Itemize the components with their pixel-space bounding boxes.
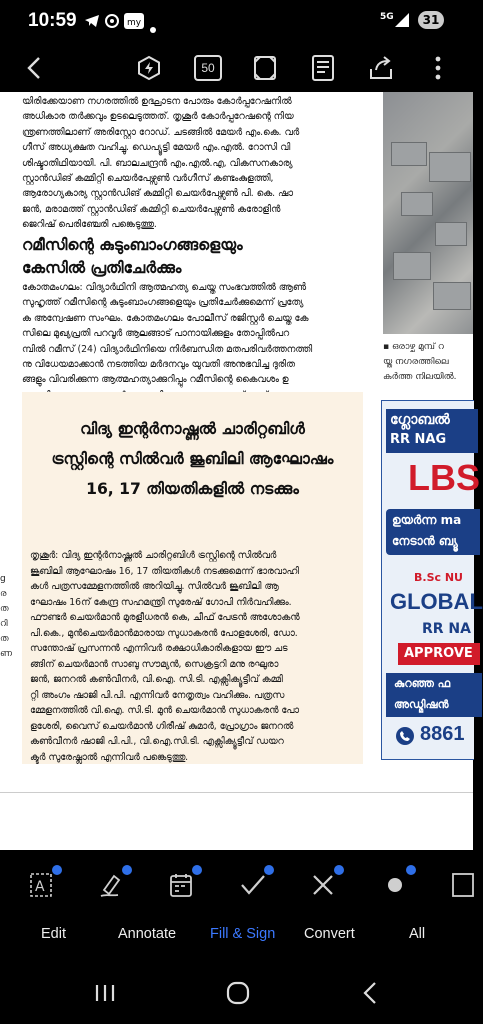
text-tool-icon[interactable] bbox=[26, 870, 56, 900]
article-line: ശിഷ്ടാതിഥിയായി. പി. ബാലചന്ദ്രൻ എം.എൽ.എ, വികസനകാര്യ bbox=[22, 157, 293, 169]
headline-line: 16, 17 തിയതികളിൽ നടക്കും bbox=[86, 480, 299, 498]
headline-line: വിദ്യ ഇന്റർനാഷ്ണൽ ചാരിറ്റബിൾ bbox=[80, 420, 305, 438]
ai-assistant-icon[interactable] bbox=[135, 54, 163, 82]
home-icon[interactable] bbox=[226, 981, 250, 1009]
svg-text:A: A bbox=[35, 879, 45, 895]
premium-badge-icon bbox=[334, 865, 344, 875]
ad-phone-number: 8861 bbox=[420, 723, 465, 745]
ad-band-mid bbox=[386, 509, 480, 555]
boxed-article-body bbox=[30, 548, 358, 765]
fit-page-icon[interactable] bbox=[251, 54, 279, 82]
svg-text:my: my bbox=[127, 18, 142, 28]
back-nav-icon[interactable] bbox=[362, 981, 378, 1009]
ad-line: അഡ്മിഷൻ bbox=[394, 698, 449, 711]
dot-mark-icon[interactable] bbox=[380, 870, 410, 900]
tab-convert[interactable]: Convert bbox=[304, 926, 355, 942]
ad-line: RR NAG bbox=[390, 432, 447, 447]
article-line: കോതമംഗലം: വിദ്യാർഥിനി ആത്മഹത്യ ചെയ്ത സംഭവത്തിൽ ആൺ bbox=[22, 282, 306, 293]
app-notification-icon bbox=[104, 13, 120, 33]
highlighted-article-box bbox=[22, 392, 363, 764]
article-line: ജൻ, ജനറൽ കൺവീനർ, വി.ഐ. സി.ടി. എക്സിക്യൂട്ടീവ് കമ്മി bbox=[30, 674, 283, 685]
news-photo bbox=[383, 92, 473, 334]
article-line: തൃശൂർ: വിദ്യ ഇന്റർനാഷ്ണൽ ചാരിറ്റബിൾ ട്രസ്റ്റിന്റെ സിൽവർ bbox=[30, 550, 277, 561]
article-line: ക അന്വേഷണ സംഘം. കോതമംഗലം പോലീസ് രജിസ്റ്റർ ചെയ്ത കേ bbox=[22, 312, 309, 324]
ad-line: B.Sc NU bbox=[414, 571, 463, 584]
article-line: ക്ടർ സുരേഷ്ലാൽ എന്നിവർ പങ്കെടുത്തു. bbox=[30, 751, 189, 763]
ad-line: നേടാൻ ബ്യൂ bbox=[392, 534, 458, 548]
signal-icon bbox=[394, 12, 410, 32]
ad-band-low bbox=[386, 673, 482, 717]
article-line: സ്റ്റാൻഡിങ് കമ്മിറ്റി ചെയർപേഴ്സൺ വർഗീസ് കണ്ടംകുളത്തി, bbox=[22, 173, 274, 185]
page-count-label: 50 bbox=[201, 61, 215, 75]
back-arrow-icon[interactable] bbox=[20, 54, 48, 82]
article-line: ആരോഗ്യകാര്യ സ്റ്റാൻഡിങ് കമ്മിറ്റി ചെയർപേഴ്സൺ പി. കെ. ഷാ bbox=[22, 188, 293, 200]
article-line: ന്ത്രണത്തിലാണ് അരിസ്റ്റോ റോഡ്. ചടങ്ങിൽ മേയർ എം.കെ. വർ bbox=[22, 126, 300, 138]
article-line: റ്റി അംഗം ഷാജി പി.പി. എന്നിവർ നേതൃത്വം വഹിക്കും. പത്രസ bbox=[30, 689, 285, 701]
article-line: ജൂബിലി ആഘോഷം 16, 17 തിയതികൾ നടക്കുമെന്ന് ഭാരവാഹി bbox=[30, 565, 299, 577]
fragment-char: ത bbox=[0, 634, 9, 644]
reading-mode-icon[interactable] bbox=[309, 54, 337, 82]
page-divider bbox=[0, 792, 473, 793]
ad-line: കുറഞ്ഞ ഫ bbox=[394, 677, 451, 690]
article-headline bbox=[22, 234, 374, 280]
headline-line: റമീസിന്റെ കുടുംബാംഗങ്ങളെയും bbox=[22, 236, 243, 254]
caption-line: യ്ത നഗരത്തിലെ bbox=[383, 357, 449, 367]
page-count-button[interactable] bbox=[193, 54, 223, 82]
rectangle-tool-icon[interactable] bbox=[448, 870, 478, 900]
article-line: സുഹൃത്ത് റമീസിന്റെ കുടുംബാംഗങ്ങളെയും പ്രതിചേർക്കുമെന്ന് പ്രത്യേ bbox=[22, 297, 304, 309]
premium-badge-icon bbox=[192, 865, 202, 875]
network-type: 5G bbox=[380, 12, 394, 22]
battery-indicator: 31 bbox=[418, 11, 444, 29]
article-line: മ്പിൽ റമീസ് (24) വിദ്യാർഥിനിയെ നിർബന്ധിത മതപരിവർത്തനത്തി bbox=[22, 343, 313, 355]
ad-line: RR NA bbox=[422, 621, 471, 637]
article-line: പി.കെ., മുൻചെയർമാൻമാരായ സുധാകരൻ പോളശേരി, ഡോ. bbox=[30, 627, 298, 639]
fragment-char: ണ bbox=[0, 649, 12, 659]
ad-line: ഗ്ലോബൽ bbox=[390, 412, 450, 428]
article-line: കൺവീനർ ഷാജി പി.പി., വി.ഐ.സി.ടി. എക്സിക്യൂട്ടീവ് ഡയറ bbox=[30, 736, 284, 747]
bottom-toolbar bbox=[0, 850, 473, 960]
premium-badge-icon bbox=[52, 865, 62, 875]
status-bar bbox=[0, 0, 473, 44]
article-line: മ്മേളനത്തിൽ വി.ഐ. സി.ടി. മുൻ ചെയർമാൻ സുധാകരൻ പോ bbox=[30, 705, 299, 716]
fragment-char: ത bbox=[0, 604, 9, 614]
date-calendar-icon[interactable] bbox=[166, 870, 196, 900]
notification-dot-icon bbox=[150, 18, 156, 37]
ad-band-top bbox=[386, 409, 478, 453]
app-logo-notification-icon bbox=[124, 13, 144, 33]
article-continuation bbox=[22, 94, 374, 233]
fragment-char: g bbox=[0, 574, 6, 584]
tab-edit[interactable]: Edit bbox=[41, 926, 66, 942]
article-line: സിലെ മുഖ്യപ്രതി പറവൂർ ആലങ്ങാട് പാനായിക്കുളം തോപ്പിൽപറ bbox=[22, 328, 290, 340]
article-line: സന്തോഷ് പ്രസന്നൻ എന്നിവർ രക്ഷാധികാരികളായ ഈ ചട bbox=[30, 643, 288, 654]
headline-line: കേസിൽ പ്രതിചേർക്കും bbox=[22, 259, 182, 277]
advertisement bbox=[381, 400, 483, 760]
article-line: ഫൗണ്ടർ ചെയർമാൻ മുരളീധരൻ കെ, ചീഫ് പേട്രൻ അശോകൻ bbox=[30, 612, 300, 623]
ad-line: LBS bbox=[408, 457, 480, 498]
left-column-fragment bbox=[0, 572, 12, 662]
premium-badge-icon bbox=[264, 865, 274, 875]
caption-line: ▪ ഒരാഴ്ച മുമ്പ് റ bbox=[383, 342, 444, 352]
share-icon[interactable] bbox=[367, 54, 395, 82]
article-line: ഘോഷം 16ന് കേന്ദ്ര സഹമന്ത്രി സുരേഷ് ഗോപി നിർവഹിക്കും. bbox=[30, 596, 292, 608]
system-navigation-bar bbox=[0, 960, 473, 1024]
article-line: കൾ പത്രസമ്മേളനത്തിൽ അറിയിച്ചു. സിൽവർ ജൂബിലി ആ bbox=[30, 581, 279, 592]
recent-apps-icon[interactable] bbox=[94, 982, 116, 1008]
ad-line: APPROVE bbox=[398, 643, 480, 665]
article-line: ഗീസ് അധ്യക്ഷത വഹിച്ചു. ഡെപ്യൂട്ടി മേയർ എം.എൽ. റോസി വി bbox=[22, 142, 291, 154]
telegram-icon bbox=[84, 13, 100, 32]
tab-fill-sign[interactable]: Fill & Sign bbox=[210, 926, 276, 942]
fragment-char: ര bbox=[0, 589, 7, 599]
pdf-toolbar bbox=[0, 44, 473, 92]
premium-badge-icon bbox=[406, 865, 416, 875]
article-line: ങ്ങളും വിവരിക്കുന്ന ആത്മഹത്യാക്കുറിപ്പും റമീസിന്റെ കൈവശം ഉ bbox=[22, 374, 289, 386]
ad-line: GLOBAL bbox=[390, 589, 483, 614]
phone-icon bbox=[396, 727, 414, 745]
cross-mark-icon[interactable] bbox=[308, 870, 338, 900]
headline-line: ട്രസ്റ്റിന്റെ സിൽവർ ജൂബിലി ആഘോഷം bbox=[51, 450, 334, 468]
tab-all[interactable]: All bbox=[409, 926, 426, 942]
pdf-page-view[interactable] bbox=[0, 92, 483, 850]
article-line: നു വിധേയമാക്കാൻ നടത്തിയ മർദനവും യുവതി അനുഭവിച്ച ദുരിത bbox=[22, 359, 295, 371]
boxed-article-headline bbox=[22, 414, 363, 504]
article-line: അധികാര തർക്കവും ഉടലെടുത്തത്. തൃശൂർ കോർപ്പറേഷന്റെ നിയ bbox=[22, 111, 294, 123]
article-line: ങ്ങിന് ചെയർമാൻ സാബു സൗമ്യൻ, സെക്രട്ടറി മനു രഘുരാ bbox=[30, 658, 279, 670]
article-line: യിരിക്കേയാണ നഗരത്തിൽ ഉദ്ഘാടന പോരും കോർപ്പറേഷനിൽ bbox=[22, 96, 292, 107]
article-line: ജൻ, മരാമത്ത് സ്റ്റാൻഡിങ് കമ്മിറ്റി ചെയർപേഴ്സൺ കരോളിൻ bbox=[22, 203, 281, 215]
checkmark-icon[interactable] bbox=[238, 870, 268, 900]
fragment-char: റി bbox=[0, 619, 8, 629]
ad-line: ഉയർന്ന ma bbox=[392, 513, 462, 527]
sign-pen-icon[interactable] bbox=[96, 870, 126, 900]
article-line: ളശേരി, വൈസ് ചെയർമാൻ ഗിരീഷ് കുമാർ, പ്രോഗ്രാം ജനറൽ bbox=[30, 720, 294, 732]
premium-badge-icon bbox=[122, 865, 132, 875]
photo-caption bbox=[383, 340, 473, 385]
tab-annotate[interactable]: Annotate bbox=[118, 926, 177, 942]
status-time: 10:59 bbox=[28, 10, 77, 31]
caption-line: കർത്ത നിലയിൽ. bbox=[383, 372, 457, 382]
article-line: ജെറിഷ് പെരിഞ്ചേരി പങ്കെടുത്തു. bbox=[22, 219, 157, 231]
more-options-icon[interactable] bbox=[424, 54, 452, 82]
